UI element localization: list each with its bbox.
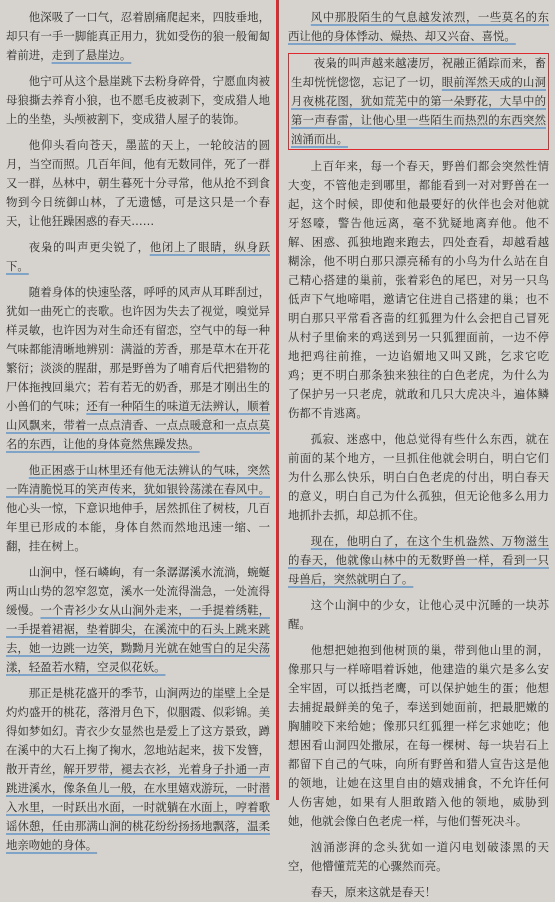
underlined-text: 解开罗带，褪去衣衫，光着身子扑通一声跳进溪水，像条鱼儿一般，在水里嬉戏游玩，一时潜入水里，一时跃出水面，一时就躺在水面上，哼着歌谣休憩，任由那满山涧的桃花纷纷扬扬地飘落，温柔地亲吻她的身体。 (6, 762, 270, 852)
text-segment: 他想把她抱到他树顶的巢，带到他山里的洞，像那只与一样啼唱着诉她，他建造的巢穴是多么安全牢固，可以抵挡老鹰，可以保护她生的蛋；他想去捕捉最鲜美的兔子，奉送到她面前，把最肥嫩的胸脯咬下来给她；像那只红狐狸一样乞求她吃；他想困看山洞四处撒尿，在每一棵树、每一块岩石上都留下自己的气味，向所有野兽和猎人宣告这是他的领地，让她在这里自由的嬉戏捕食，不允许任何人伤害她，如果有人胆敢踏入他的领地，威胁到她，他就会像白色老虎一样，与他们誓死决斗。 (288, 643, 549, 828)
text-segment: 这个山涧中的少女，让他心灵中沉睡的一块苏醒。 (288, 598, 549, 631)
paragraph (288, 532, 549, 589)
highlighted-paragraph (288, 53, 549, 150)
underlined-text: 还有一种陌生的味道无法辨认，顺着山风飘来，带着一点点清香、一点点暖意和一点点莫名的东西，让他的身体竟然焦躁发热。 (6, 399, 270, 451)
paragraph (6, 238, 270, 276)
underlined-text: 现在，他明白了，在这个生机盎然、万物滋生的春天，他就像山林中的无数野兽一样，看到一只母兽后，突然就明白了。 (288, 534, 549, 586)
paragraph (6, 283, 270, 454)
left-text-column (6, 0, 270, 852)
text-segment: 夜枭的叫声越来越凄厉，祝融正循踪而来，畜生却恍恍惚惚，忘记了一切， (291, 56, 546, 89)
text-segment: 春天，原来这就是春天！ (310, 885, 437, 899)
underlined-text: 走到了悬崖边。 (51, 48, 132, 62)
paragraph (288, 430, 549, 525)
text-segment: 汹涌澎湃的念头犹如一道闪电划破漆黑的天空，他懵懂荒芜的心骤然而亮。 (288, 840, 549, 873)
paragraph (6, 8, 270, 65)
paragraph (288, 157, 549, 423)
paragraph (6, 136, 270, 231)
paragraph (6, 461, 270, 556)
text-segment: 山涧中，怪石嶙峋，有一条潺潺溪水流淌，蜿蜒两山山势的忽窄忽宽，溪水一处流得湍急，一处流得缓慢。 (6, 565, 270, 617)
paragraph (6, 563, 270, 677)
underlined-text: 风中那股陌生的气息越发浓烈，一些莫名的东西让他的身体悸动、燥热、却又兴奋、喜悦。 (288, 10, 549, 43)
underlined-text: 他正困惑于山林里还有他无法辨认的气味，突然一阵清脆悦耳的笑声传来，犹如银铃荡漾在春风中。 (6, 463, 270, 496)
paragraph (6, 684, 270, 855)
text-segment: 他深吸了一口气，忍着剧痛爬起来，四肢垂地，却只有一手一脚能真正用力，犹如受伤的狼一般匍匐着前进， (6, 10, 270, 62)
underlined-text: 一个青衫少女从山涧外走来，一手提着绣鞋，一手提着裙裾，垫着脚尖，在溪流中的石头上跳来跳去，她一边跳一边笑，黝黝月光就在她雪白的足尖荡漾，轻盈若水精，空灵似花妖。 (6, 603, 270, 674)
underlined-text: 眼前浑然天成的山洞月夜桃花图，犹如荒芜中的第一朵野花，大旱中的第一声春雷，让他心里一些陌生而热烈的东西突然汹涌而出。 (291, 75, 546, 146)
underlined-text: 他闭上了眼睛，纵身跃下。 (6, 240, 270, 273)
paragraph (288, 641, 549, 831)
right-text-column (288, 0, 549, 899)
paragraph (288, 596, 549, 634)
text-segment: 夜枭的叫声更尖锐了， (28, 240, 150, 254)
text-segment: 上百年来，每一个春天，野兽们都会突然性情大变，不管他走到哪里，都能看到一对对野兽在一起，这个时候，即使和他最要好的伙伴也会对他就牙怒嚎，警告他远离，毫不犹疑地离弃他。他不解、困惑、孤独地跑来跑去，四处查看，却越看越糊涂，他不明白那只漂亮稀有的小鸟为什么站在自己精心搭建的巢前，张着彩色的尾巴，对另一只鸟低声下气地啼唱，邀请它住进自己搭建的巢；也不明白那只平常看吝啬的红狐狸为什么会把自己冒死从村子里偷来的鸡送到另一只狐狸面前，一边不停地把鸡往前推，一边谄媚地又叫又跳，乞求它吃鸡；更不明白那条独来独往的白色老虎，为什么为了保护另一只老虎，就敢和几只大虎决斗，遍体鳞伤都不肯逃离。 (288, 159, 549, 420)
text-segment: 他宁可从这个悬崖跳下去粉身碎骨，宁愿血肉被母狼撕去养育小狼，也不愿毛皮被剥下，变成猎人地上的坐垫，头颅被割下，变成猎人屋子的装饰。 (6, 74, 270, 126)
text-segment: 孤寂、迷惑中，他总觉得有些什么东西，就在前面的某个地方，一旦抓住他就会明白，明白它们为什么那么快乐，明白白色老虎的付出，明白春天的意义，明白自己为什么孤独，但无论他多么用力地抓扑去抓，却总抓不住。 (288, 432, 549, 522)
paragraph (288, 8, 549, 46)
text-segment: 他心头一惊，下意识地伸手，居然抓住了树枝，几百年里已形成的本能，身体自然而然地迅速一缩、一翻，挂在树上。 (6, 501, 270, 553)
column-divider (276, 0, 279, 800)
text-segment: 他仰头看向苍天，墨蓝的天上，一轮皎洁的圆月，当空而照。几百年间，他有无数同伴，死了一群又一群，丛林中，朝生暮死十分寻常，他从抢不到食物到今日统御山林，了无遗憾，可是这只是一个春天，让他狂躁困惑的春天…… (6, 138, 270, 228)
text-segment: 那正是桃花盛开的季节，山涧两边的崖壁上全是灼灼盛开的桃花，落滑月色下，似胭霞、似彩锦。美得如梦如幻。青衣少女显然也是爱上了这方景致，蹲在溪中的大石上掬了掬水，忽地站起来，拔下发簪，散开青丝， (6, 686, 270, 776)
text-segment: 随着身体的快速坠落，呼呼的风声从耳畔刮过，犹如一曲死亡的丧歌。也许因为失去了视觉，嗅觉异样灵敏，也许因为对生命还有留恋，空气中的每一种气味都能清晰地辨别：满溢的芳香，那是草木在开花繁衍；淡淡的腥甜，那是野兽为了哺育后代把猎物的尸体拖拽回巢穴；若有若无的奶香，那是才刚出生的小兽们的气味； (6, 285, 270, 413)
paragraph (288, 838, 549, 876)
paragraph (6, 72, 270, 129)
paragraph (288, 883, 549, 902)
